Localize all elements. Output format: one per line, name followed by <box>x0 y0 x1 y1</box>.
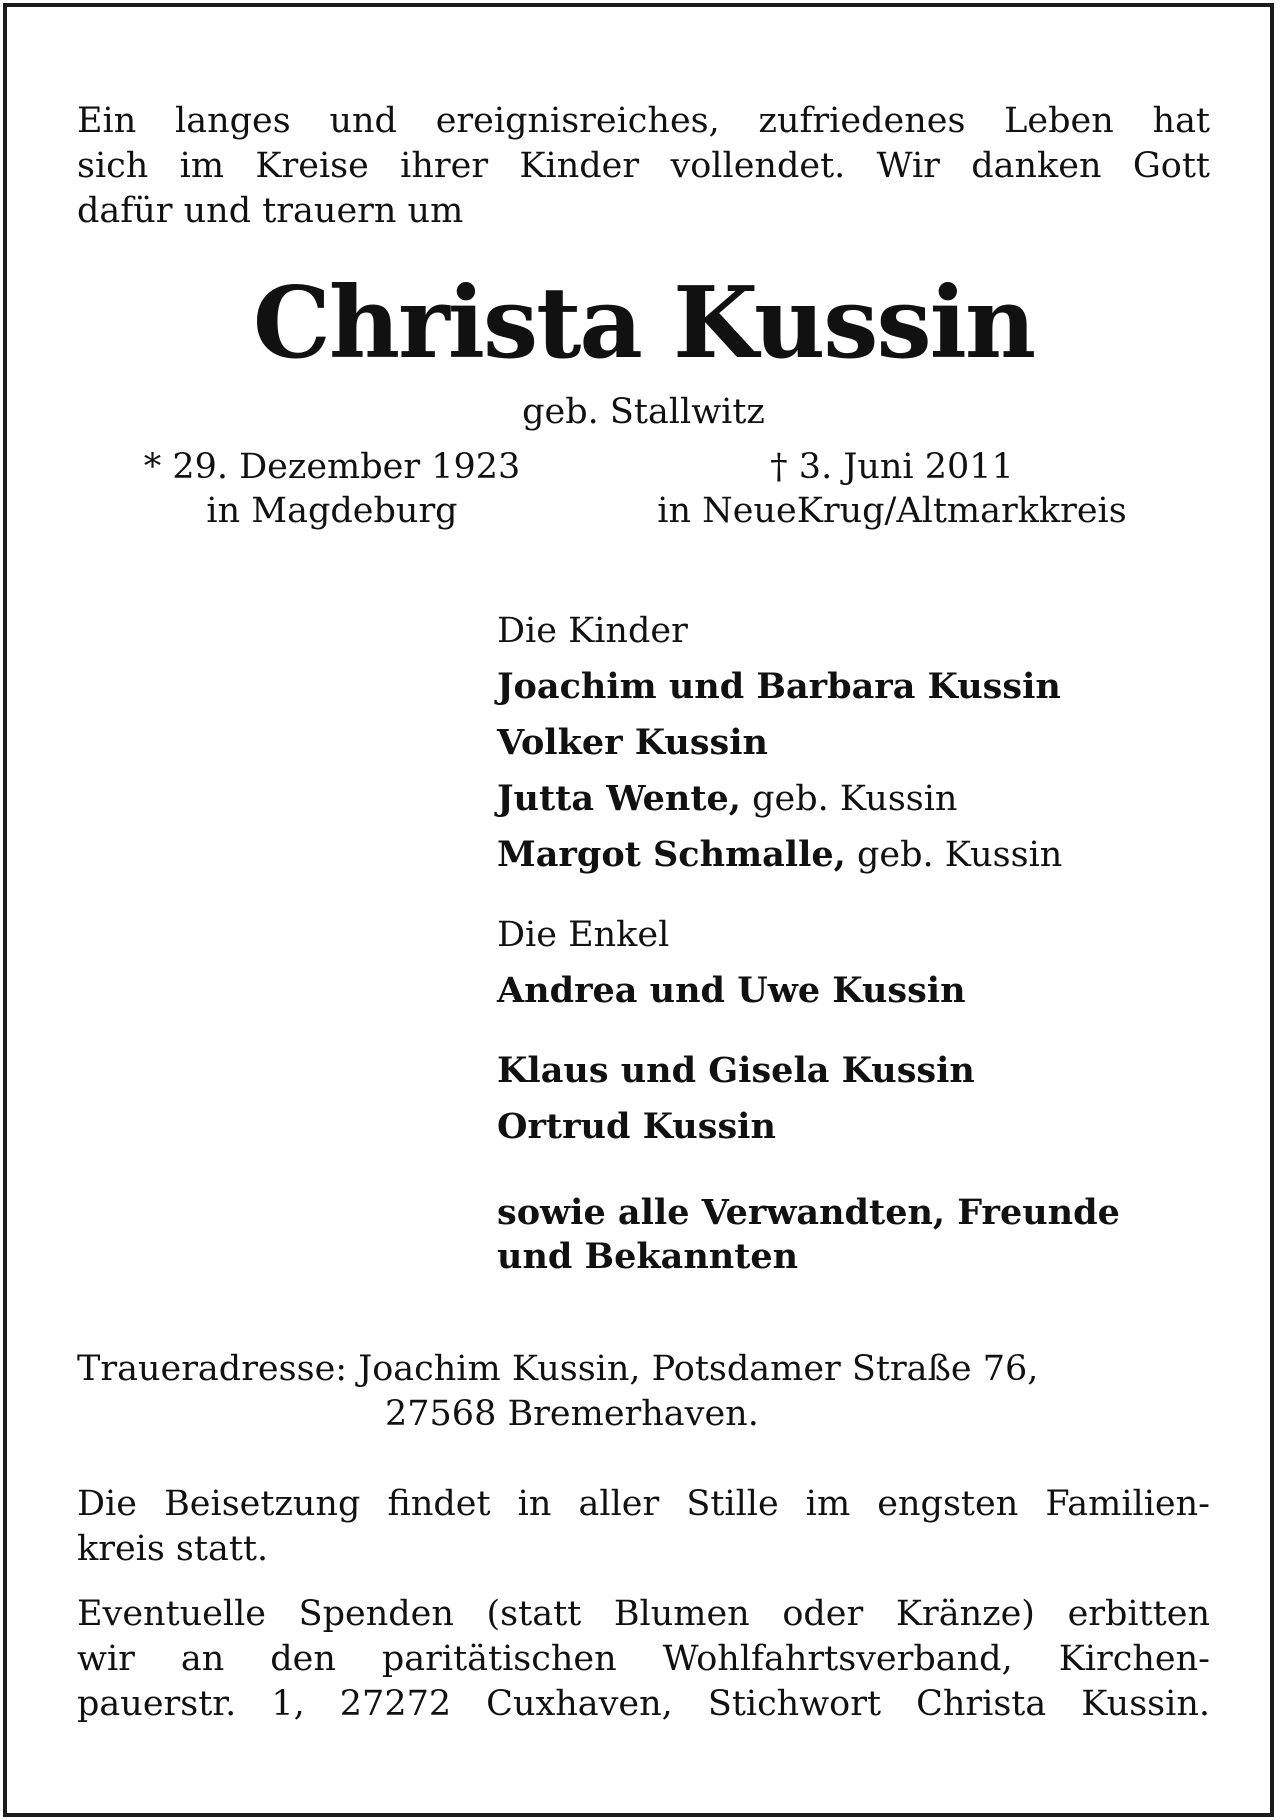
funeral-line: kreis statt. <box>77 1529 269 1569</box>
death-date: † 3. Juni 2011 <box>770 447 1014 487</box>
donations-notice <box>77 1592 1210 1727</box>
birth-place: in Magdeburg <box>206 491 458 531</box>
intro-line: Ein langes und ereignisreiches, zufriedenes Leben hat <box>77 101 1210 141</box>
death-place: in NeueKrug/Altmarkkreis <box>657 491 1127 531</box>
spacer <box>497 1155 1210 1179</box>
child-name-text: Margot Schmalle, <box>497 834 846 875</box>
maiden-name: geb. Stallwitz <box>522 392 765 432</box>
address-line: 27568 Bremerhaven. <box>385 1394 759 1434</box>
child-name-text: Jutta Wente, <box>497 778 741 819</box>
funeral-notice <box>77 1482 1210 1572</box>
birth-date: * 29. Dezember 1923 <box>143 447 521 487</box>
child-name-text: Volker Kussin <box>497 722 768 763</box>
obituary-frame <box>3 3 1274 1817</box>
spacer <box>497 1019 1210 1043</box>
death-info <box>572 445 1212 533</box>
child-name <box>497 715 1210 771</box>
spacer <box>497 883 1210 907</box>
closing-line: sowie alle Verwandten, Freunde <box>497 1192 1120 1233</box>
donations-line: Eventuelle Spenden (statt Blumen oder Kränze) erbitten <box>77 1594 1210 1634</box>
child-name <box>497 659 1210 715</box>
child-name <box>497 827 1210 883</box>
closing-line: und Bekannten <box>497 1236 799 1277</box>
family-list <box>497 603 1210 1279</box>
grandchild-name: Ortrud Kussin <box>497 1106 776 1147</box>
birth-info <box>122 445 542 533</box>
mourning-address <box>77 1347 1210 1437</box>
funeral-line: Die Beisetzung findet in aller Stille im engsten Familien- <box>77 1484 1210 1524</box>
address-line: Traueradresse: Joachim Kussin, Potsdamer Straße 76, <box>77 1349 1039 1389</box>
donations-line: wir an den paritätischen Wohlfahrtsverband, Kirchen- <box>77 1639 1210 1679</box>
intro-line: sich im Kreise ihrer Kinder vollendet. Wir danken Gott <box>77 146 1210 186</box>
grandchild-name: Klaus und Gisela Kussin <box>497 1050 975 1091</box>
children-heading: Die Kinder <box>497 611 688 651</box>
closing-relatives <box>497 1191 1210 1279</box>
child-name <box>497 771 1210 827</box>
child-name-text: Joachim und Barbara Kussin <box>497 666 1061 707</box>
grandchild-name: Andrea und Uwe Kussin <box>497 970 966 1011</box>
child-suffix: geb. Kussin <box>741 779 958 819</box>
intro-line: dafür und trauern um <box>77 191 464 231</box>
obituary-content <box>77 7 1210 1813</box>
grandchildren-heading: Die Enkel <box>497 915 670 955</box>
child-suffix: geb. Kussin <box>845 835 1063 875</box>
deceased-name: Christa Kussin <box>252 266 1035 381</box>
donations-line: pauerstr. 1, 27272 Cuxhaven, Stichwort Christa Kussin. <box>77 1684 1210 1724</box>
intro-text <box>77 99 1210 234</box>
